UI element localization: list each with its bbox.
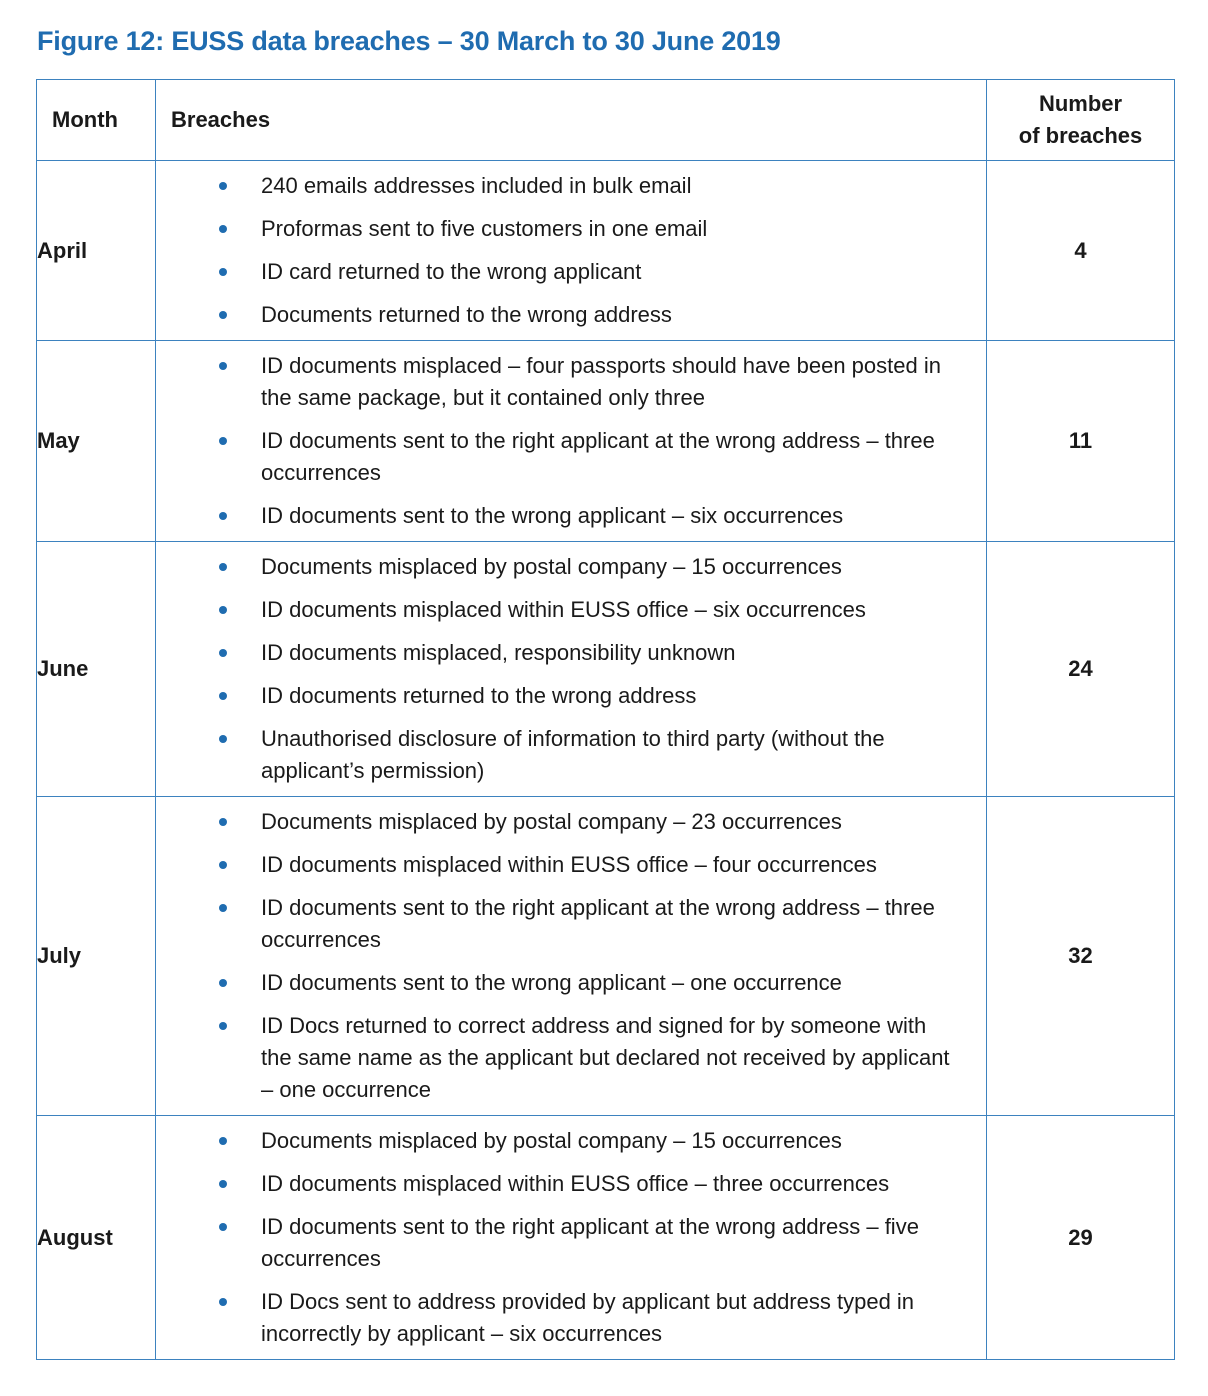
list-item [156, 500, 986, 532]
list-item [156, 170, 986, 202]
list-item [156, 1125, 986, 1157]
bullet-icon [219, 1298, 227, 1306]
table-row-june [37, 542, 1175, 797]
table-header [37, 80, 1175, 161]
bullet-icon [219, 979, 227, 987]
breach-text: ID documents sent to the wrong applicant – six occurrences [261, 503, 844, 528]
breach-text: Documents misplaced by postal company – 23 occurrences [261, 809, 842, 834]
breach-text: ID documents sent to the right applicant at the wrong address – three occurrences [261, 895, 935, 952]
breach-text: ID Docs returned to correct address and signed for by someone with the same name as the applicant but declared not received by applicant – one occurrence [261, 1013, 950, 1102]
bullet-icon [219, 512, 227, 520]
breach-text: ID documents misplaced, responsibility unknown [261, 640, 736, 665]
month-cell: August [37, 1116, 156, 1360]
breach-text: ID documents misplaced within EUSS office – three occurrences [261, 1171, 890, 1196]
bullet-icon [219, 225, 227, 233]
list-item [156, 723, 986, 787]
breach-text: Documents returned to the wrong address [261, 302, 672, 327]
breach-list [156, 350, 986, 532]
breach-text: ID documents misplaced within EUSS office – six occurrences [261, 597, 866, 622]
count-cell: 24 [987, 542, 1175, 797]
list-item [156, 213, 986, 245]
bullet-icon [219, 182, 227, 190]
count-cell: 4 [987, 161, 1175, 341]
bullet-icon [219, 1180, 227, 1188]
bullet-icon [219, 904, 227, 912]
breaches-cell [156, 542, 987, 797]
bullet-icon [219, 563, 227, 571]
list-item [156, 637, 986, 669]
month-cell: May [37, 341, 156, 542]
bullet-icon [219, 362, 227, 370]
breach-list [156, 170, 986, 331]
breach-list [156, 1125, 986, 1350]
list-item [156, 806, 986, 838]
bullet-icon [219, 735, 227, 743]
count-cell: 32 [987, 797, 1175, 1116]
breach-text: ID documents sent to the right applicant at the wrong address – five occurrences [261, 1214, 919, 1271]
list-item [156, 299, 986, 331]
table-row-may [37, 341, 1175, 542]
breach-text: ID documents sent to the wrong applicant – one occurrence [261, 970, 842, 995]
bullet-icon [219, 692, 227, 700]
list-item [156, 849, 986, 881]
month-cell: June [37, 542, 156, 797]
breach-text: ID documents returned to the wrong address [261, 683, 697, 708]
breach-text: ID documents misplaced within EUSS office – four occurrences [261, 852, 877, 877]
bullet-icon [219, 606, 227, 614]
breach-list [156, 551, 986, 787]
table-row-july [37, 797, 1175, 1116]
breaches-cell [156, 341, 987, 542]
breaches-table [36, 79, 1175, 1360]
table-body [37, 161, 1175, 1360]
breach-list [156, 806, 986, 1106]
list-item [156, 425, 986, 489]
list-item [156, 892, 986, 956]
breach-text: ID card returned to the wrong applicant [261, 259, 642, 284]
list-item [156, 967, 986, 999]
bullet-icon [219, 1137, 227, 1145]
list-item [156, 256, 986, 288]
list-item [156, 1286, 986, 1350]
breach-text: 240 emails addresses included in bulk email [261, 173, 692, 198]
bullet-icon [219, 437, 227, 445]
header-row [37, 80, 1175, 161]
count-cell: 29 [987, 1116, 1175, 1360]
bullet-icon [219, 649, 227, 657]
bullet-icon [219, 311, 227, 319]
bullet-icon [219, 1223, 227, 1231]
breaches-cell [156, 1116, 987, 1360]
month-cell: July [37, 797, 156, 1116]
figure-title: Figure 12: EUSS data breaches – 30 March to 30 June 2019 [37, 26, 781, 56]
list-item [156, 1010, 986, 1106]
list-item [156, 1168, 986, 1200]
breaches-cell [156, 161, 987, 341]
list-item [156, 594, 986, 626]
count-cell: 11 [987, 341, 1175, 542]
breach-text: Unauthorised disclosure of information to third party (without the applicant’s permission) [261, 726, 885, 783]
bullet-icon [219, 1022, 227, 1030]
breach-text: ID Docs sent to address provided by applicant but address typed in incorrectly by applicant – six occurrences [261, 1289, 915, 1346]
header-month: Month [37, 80, 156, 161]
list-item [156, 1211, 986, 1275]
breaches-cell [156, 797, 987, 1116]
header-number-of-breaches [987, 80, 1175, 161]
breach-text: ID documents sent to the right applicant at the wrong address – three occurrences [261, 428, 935, 485]
list-item [156, 350, 986, 414]
breach-text: Documents misplaced by postal company – 15 occurrences [261, 554, 842, 579]
table-row-april [37, 161, 1175, 341]
breach-text: Documents misplaced by postal company – 15 occurrences [261, 1128, 842, 1153]
list-item [156, 551, 986, 583]
breach-text: ID documents misplaced – four passports should have been posted in the same package, but it contained only three [261, 353, 941, 410]
header-breaches: Breaches [156, 80, 987, 161]
header-count-line2: of breaches [1018, 123, 1143, 148]
breach-text: Proformas sent to five customers in one email [261, 216, 708, 241]
bullet-icon [219, 268, 227, 276]
bullet-icon [219, 818, 227, 826]
month-cell: April [37, 161, 156, 341]
list-item [156, 680, 986, 712]
bullet-icon [219, 861, 227, 869]
table-row-august [37, 1116, 1175, 1360]
header-count-line1: Number [1038, 91, 1123, 116]
